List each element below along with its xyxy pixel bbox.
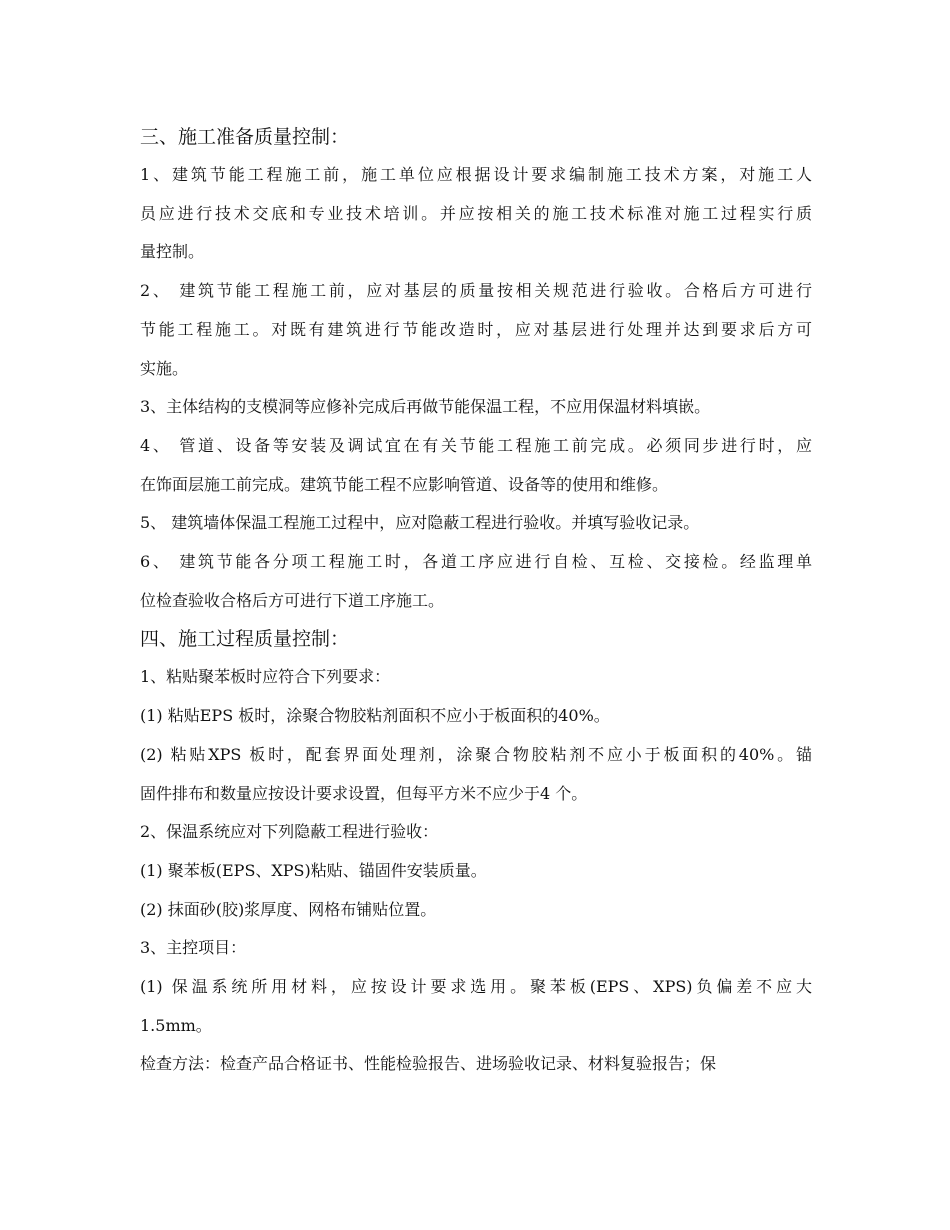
text-line: 2、 建筑节能工程施工前，应对基层的质量按相关规范进行验收。合格后方可进行	[140, 281, 812, 301]
section-3-title: 三、施工准备质量控制：	[140, 126, 350, 148]
paragraph	[140, 504, 812, 543]
text-line: 1、建筑节能工程施工前，施工单位应根据设计要求编制施工技术方案，对施工人	[140, 165, 812, 184]
text-line: 3、主控项目：	[140, 938, 247, 958]
paragraph	[140, 736, 812, 813]
section-3-body	[140, 156, 812, 620]
section-4-body	[140, 658, 812, 1084]
text-line: (1) 粘贴EPS 板时，涂聚合物胶粘剂面积不应小于板面积的40%。	[140, 706, 610, 726]
text-line: 3、主体结构的支模洞等应修补完成后再做节能保温工程，不应用保温材料填嵌。	[140, 397, 711, 417]
text-line: 在饰面层施工前完成。建筑节能工程不应影响管道、设备等的使用和维修。	[140, 474, 669, 494]
text-line: 1.5mm。	[140, 1015, 212, 1035]
text-line: 固件排布和数量应按设计要求设置，但每平方米不应少于4 个。	[140, 783, 588, 803]
paragraph	[140, 156, 812, 272]
text-line: 量控制。	[140, 242, 205, 262]
paragraph	[140, 388, 812, 427]
text-line: 检查方法：检查产品合格证书、性能检验报告、进场验收记录、材料复验报告；保	[140, 1054, 717, 1074]
paragraph	[140, 891, 812, 930]
text-line: 1、粘贴聚苯板时应符合下列要求：	[140, 667, 391, 687]
paragraph	[140, 1045, 812, 1084]
text-line: (2) 粘贴XPS 板时，配套界面处理剂，涂聚合物胶粘剂不应小于板面积的40%。锚	[140, 744, 812, 764]
paragraph	[140, 929, 812, 968]
text-line: (2) 抹面砂(胶)浆厚度、网格布铺贴位置。	[140, 899, 437, 919]
paragraph	[140, 543, 812, 620]
paragraph	[140, 813, 812, 852]
paragraph	[140, 427, 812, 504]
text-line: 节能工程施工。对既有建筑进行节能改造时，应对基层进行处理并达到要求后方可	[140, 319, 812, 339]
paragraph	[140, 658, 812, 697]
section-4-title: 四、施工过程质量控制：	[140, 628, 350, 651]
text-line: (1) 聚苯板(EPS、XPS)粘贴、锚固件安装质量。	[140, 860, 487, 880]
text-line: 位检查验收合格后方可进行下道工序施工。	[140, 590, 445, 610]
paragraph	[140, 852, 812, 891]
text-line: 实施。	[140, 358, 189, 378]
text-line: 2、保温系统应对下列隐蔽工程进行验收：	[140, 822, 439, 842]
paragraph	[140, 968, 812, 1045]
text-line: 4、 管道、设备等安装及调试宜在有关节能工程施工前完成。必须同步进行时，应	[140, 435, 812, 455]
text-line: 员应进行技术交底和专业技术培训。并应按相关的施工技术标准对施工过程实行质	[140, 203, 812, 223]
text-line: (1) 保温系统所用材料，应按设计要求选用。聚苯板(EPS、XPS)负偏差不应大	[140, 977, 812, 997]
text-line: 5、 建筑墙体保温工程施工过程中，应对隐蔽工程进行验收。并填写验收记录。	[140, 513, 700, 533]
paragraph	[140, 697, 812, 736]
document-page	[140, 118, 812, 1084]
paragraph	[140, 272, 812, 388]
text-line: 6、 建筑节能各分项工程施工时，各道工序应进行自检、互检、交接检。经监理单	[140, 552, 812, 572]
